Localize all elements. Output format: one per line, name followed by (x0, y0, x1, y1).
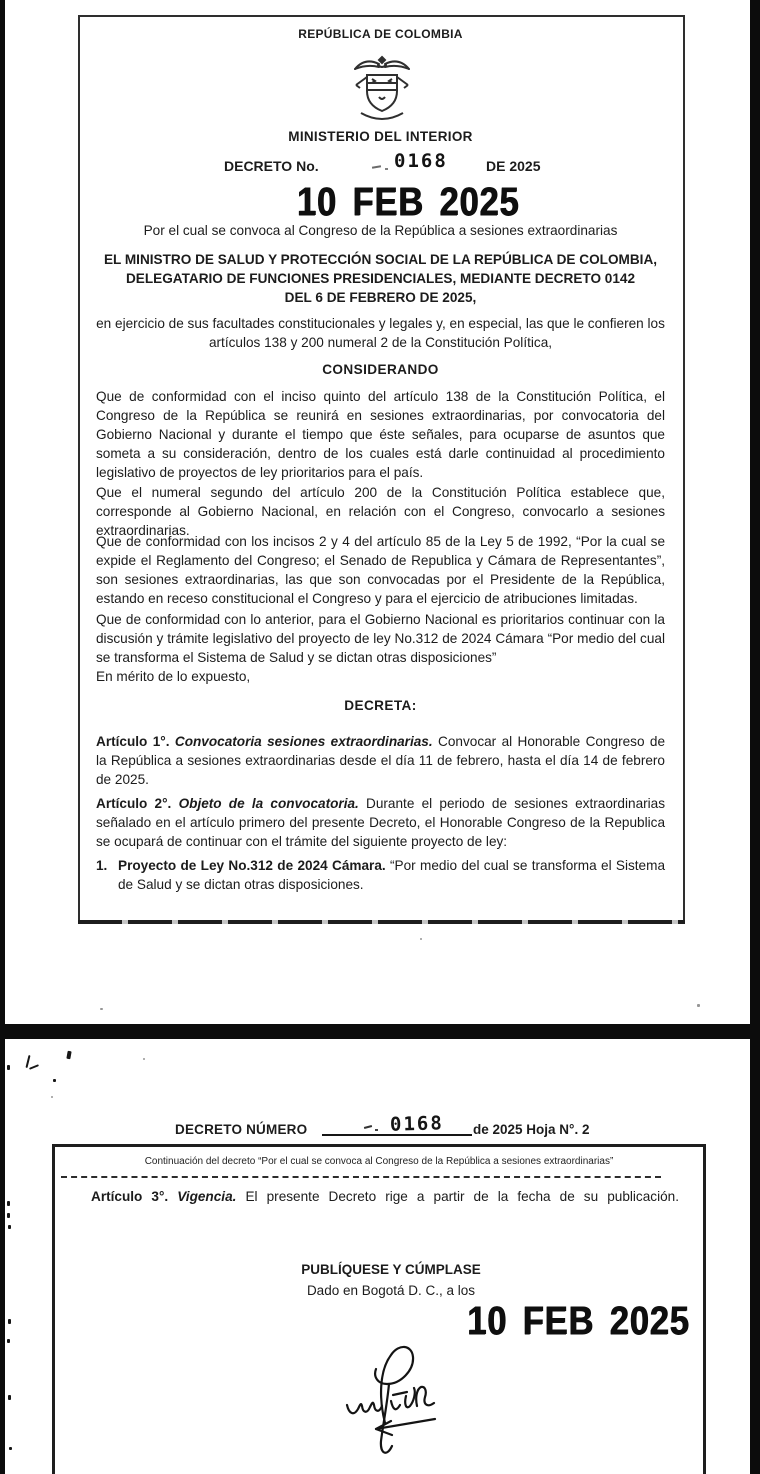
decree-epigraph: Por el cual se convoca al Congreso de la República a sesiones extraordinarias (143, 223, 618, 238)
publication-block (67, 1259, 715, 1301)
scan-artifact (53, 1079, 56, 1082)
page2-border-box (52, 1144, 706, 1474)
issuer-line: EL MINISTRO DE SALUD Y PROTECCIÓN SOCIAL DE LA REPÚBLICA DE COLOMBIA, (103, 252, 658, 267)
issuer-heading (96, 250, 665, 307)
scan-edge-strip (0, 0, 5, 1474)
date-stamp: 10 FEB 2025 (467, 1299, 690, 1343)
page1-bottom-rule (78, 920, 685, 924)
scan-artifact (51, 1096, 53, 1098)
scan-artifact (25, 1055, 30, 1068)
publish-order-line: PUBLÍQUESE Y CÚMPLASE (301, 1262, 481, 1277)
consideration-paragraph: Que de conformidad con lo anterior, para el Gobierno Nacional es prioritarios continuar con la discusión y trámite legislativo del proyecto de ley No.312 de 2024 Cámara “Por medio del cual se transforma el Sistema de Salud y se dictan otras disposiciones” (96, 612, 665, 665)
consideration-paragraph: Que el numeral segundo del artículo 200 de la Constitución Política establece que, corresponde al Gobierno Nacional, en relación con el Congreso, convocarlo a sesiones extraordinarias. (96, 485, 665, 538)
scan-artifact (7, 1213, 10, 1218)
page-1 (5, 0, 750, 1024)
given-at-line: Dado en Bogotá D. C., a los (306, 1283, 476, 1298)
date-stamp: 10 FEB 2025 (296, 180, 519, 224)
scan-artifact (372, 165, 381, 169)
merit-line: En mérito de lo expuesto, (96, 669, 251, 684)
decree-number-label: DECRETO NÚMERO (175, 1122, 308, 1137)
page-number-label: de 2025 Hoja N°. 2 (473, 1122, 590, 1137)
scan-artifact (8, 1395, 11, 1400)
article-text: Convocar al Honorable Congreso de la República a sesiones extraordinarias desde el día 11 de febrero, hasta el día 14 de febrero de 2025. (96, 734, 666, 787)
colombia-coat-of-arms-icon (80, 53, 683, 130)
ministry-heading: MINISTERIO DEL INTERIOR (288, 129, 473, 144)
scan-artifact (143, 1058, 145, 1060)
article-title: Objeto de la convocatoria. (178, 796, 359, 811)
scan-artifact (9, 1447, 12, 1450)
powers-line: en ejercicio de sus facultades constitucionales y legales y, en especial, las que le confieren los (96, 316, 665, 331)
bill-name: Proyecto de Ley No.312 de 2024 Cámara. (118, 858, 386, 873)
scan-artifact (697, 1004, 700, 1007)
scan-artifact (66, 1051, 71, 1060)
consideration-paragraph: Que de conformidad con el inciso quinto del artículo 138 de la Constitución Política, el Congreso de la República se reunirá en sesiones extraordinarias, por convocatoria del Gobierno Nacional y durante el tiempo que éste señales, para ocuparse de asuntos que someta a su consideración, dentro de los cuales está darle continuidad al procedimiento legislativo de proyectos de ley prioritarios para el país. (96, 389, 665, 480)
scan-artifact (8, 1319, 11, 1324)
continuation-line: Continuación del decreto “Por el cual se convoca al Congreso de la República a sesiones extraordinarias” (144, 1156, 614, 1167)
scan-artifact (7, 1065, 10, 1070)
scan-artifact (385, 168, 388, 170)
page1-border-box (78, 15, 685, 922)
article-title: Convocatoria sesiones extraordinarias. (174, 734, 433, 749)
page2-header-row (175, 1112, 615, 1147)
article-1-paragraph (96, 732, 665, 789)
bill-text: “Por medio del cual se transforma el Sistema de Salud y se dictan otras disposiciones. (118, 858, 666, 892)
scan-artifact (100, 1008, 103, 1010)
decree-number-label: DECRETO No. (224, 158, 319, 174)
article-label: Artículo 2°. (96, 796, 172, 811)
scan-artifact (7, 1339, 10, 1343)
article-3-paragraph (91, 1187, 679, 1206)
list-item-number: 1. (96, 858, 108, 873)
decree-number-stamp: 0168 (394, 150, 448, 172)
issuer-line: DELEGATARIO DE FUNCIONES PRESIDENCIALES, MEDIANTE DECRETO 0142 (125, 271, 636, 286)
consideration-paragraph: Que de conformidad con los incisos 2 y 4 del artículo 85 de la Ley 5 de 1992, “Por la cual se expide el Reglamento del Congreso; el Senado de Republica y Cámara de Representantes”, son sesiones extraordinarias, las que son convocadas por el Presidente de la República, estando en receso constitucional el Congreso y para el ejercicio de atribuciones limitadas. (96, 534, 665, 606)
powers-line: artículos 138 y 200 numeral 2 de la Constitución Política, (208, 335, 553, 350)
decree-number-stamp: 0168 (389, 1112, 445, 1136)
article-title: Vigencia. (177, 1189, 237, 1204)
article-text: Durante el periodo de sesiones extraordinarias señalado en el artículo primero del presente Decreto, el Honorable Congreso de la Republica se ocupará de continuar con el trámite del siguiente proyecto de ley: (96, 796, 666, 849)
article-label: Artículo 1°. (96, 734, 170, 749)
scan-artifact (420, 938, 422, 940)
scan-edge-strip (750, 0, 760, 1474)
decrees-heading: DECRETA: (344, 698, 417, 713)
legal-powers-text (96, 314, 665, 352)
issuer-line: DEL 6 DE FEBRERO DE 2025, (284, 290, 477, 305)
scan-artifact (29, 1064, 39, 1070)
decree-number-row (96, 150, 665, 181)
page-2 (5, 1039, 750, 1474)
article-text: El presente Decreto rige a partir de la fecha de su publicación. (245, 1189, 679, 1204)
article-label: Artículo 3°. (91, 1189, 169, 1204)
scan-artifact (8, 1225, 11, 1229)
signature (329, 1339, 461, 1474)
bill-list-item (96, 856, 665, 894)
scan-artifact (7, 1201, 10, 1206)
article-2-paragraph (96, 794, 665, 851)
republic-heading: REPÚBLICA DE COLOMBIA (298, 27, 463, 41)
considering-heading: CONSIDERANDO (322, 362, 439, 377)
dashed-divider (61, 1176, 661, 1178)
decree-year-label: DE 2025 (486, 158, 541, 174)
